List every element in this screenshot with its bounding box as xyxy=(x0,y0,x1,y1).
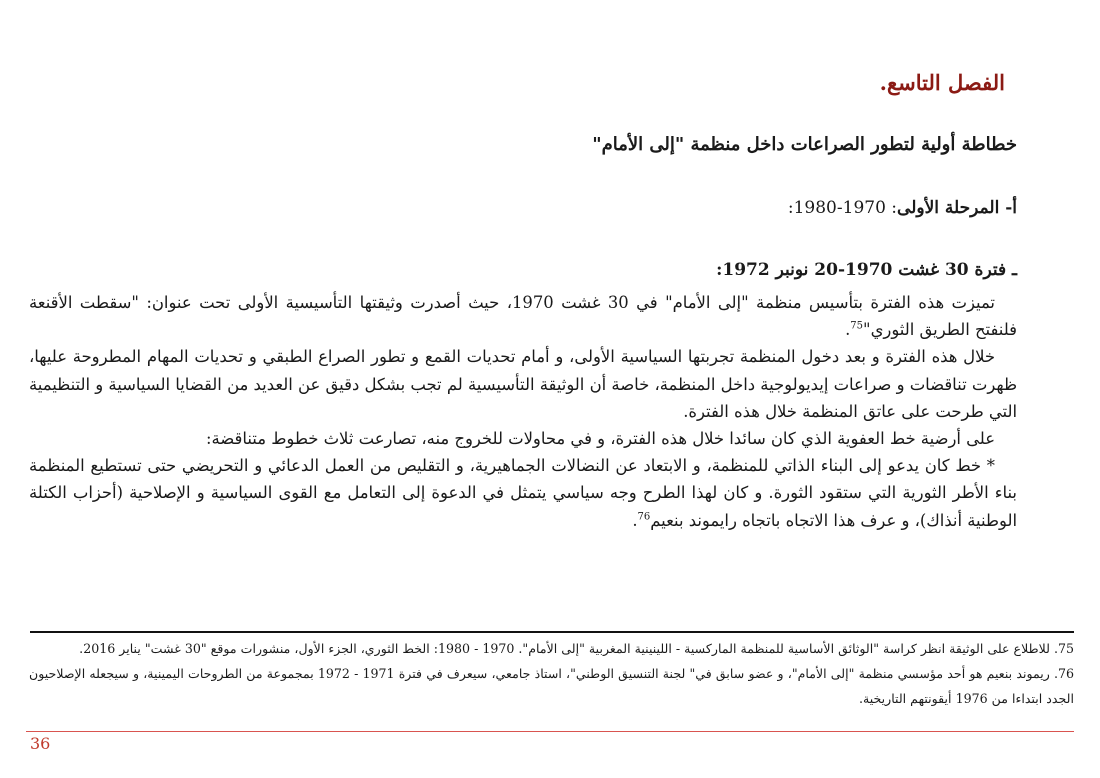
paragraph-1-text: تميزت هذه الفترة بتأسيس منظمة "إلى الأمام" في 30 غشت 1970، حيث أصدرت وثيقتها التأسيسية الأولى تحت عنوان: "سقطت الأقنعة فلنفتح الطريق الثوري" xyxy=(29,293,1017,340)
footnote-ref-75[interactable]: 75 xyxy=(850,320,864,332)
period-heading: ـ فترة 30 غشت 1970-20 نونبر 1972: xyxy=(716,260,1017,280)
chapter-title: الفصل التاسع. xyxy=(879,70,1005,95)
paragraph-4-end: . xyxy=(632,510,638,530)
section-title: خطاطة أولية لتطور الصراعات داخل منظمة "إلى الأمام" xyxy=(592,134,1017,155)
footnote-ref-76[interactable]: 76 xyxy=(637,511,651,523)
paragraph-1-end: . xyxy=(845,320,851,340)
stage-heading xyxy=(788,198,1017,218)
paragraph-1 xyxy=(29,289,1017,343)
page-number: 36 xyxy=(30,734,51,753)
paragraph-2: خلال هذه الفترة و بعد دخول المنظمة تجربتها السياسية الأولى، و أمام تحديات القمع و تطور الصراع الطبقي و تحديات المهام المطروحة عليها، ظهرت تناقضات و صراعات إيديولوجية داخل المنظمة، خاصة أن الوثيقة التأسيسية لم تجب بشكل دقيق عن العديد من القضايا السياسية و التنظيمية التي طرحت على عاتق المنظمة خلال هذه الفترة. xyxy=(29,347,1017,421)
paragraph-3: على أرضية خط العفوية الذي كان سائدا خلال هذه الفترة، و في محاولات للخروج منه، تصارعت ثلاث خطوط متناقضة: xyxy=(205,429,995,449)
page-footer-rule xyxy=(26,731,1074,732)
stage-label: أ- المرحلة الأولى xyxy=(897,198,1017,218)
paragraph-4 xyxy=(29,452,1017,534)
footnotes xyxy=(29,636,1074,711)
footnote-76: 76. ريموند بنعيم هو أحد مؤسسي منظمة "إلى الأمام"، و عضو سابق في" لجنة التنسيق الوطني"، استاذ جامعي، سيعرف في فترة 1971 - 1972 بمجموعة من الطروحات اليمينية، و سيجعله الإصلاحيون الجدد ابتداءا من 1976 أيقونتهم التاريخية. xyxy=(29,666,1074,706)
footnote-divider xyxy=(30,631,1074,633)
stage-years: : 1970-1980: xyxy=(787,198,898,218)
paragraph-4-text: * خط كان يدعو إلى البناء الذاتي للمنظمة، و الابتعاد عن النضالات الجماهيرية، و التقليص من العمل الدعائي و التحريضي حتى تستطيع المنظمة بناء الأطر الثورية التي ستقود الثورة. و كان لهذا الطرح وجه سياسي يتمثل في الدعوة إلى التعامل مع القوى السياسية و الإصلاحية (أحزاب الكتلة الوطنية أنذاك)، و عرف هذا الاتجاه باتجاه رايموند بنعيم xyxy=(29,456,1017,530)
body-text xyxy=(29,289,1017,534)
footnote-75: 75. للاطلاع على الوثيقة انظر كراسة "الوثائق الأساسية للمنظمة الماركسية - اللينينية المغربية "إلى الأمام". 1970 - 1980: الخط الثوري، الجزء الأول، منشورات موقع "30 غشت" يناير 2016. xyxy=(79,641,1074,656)
